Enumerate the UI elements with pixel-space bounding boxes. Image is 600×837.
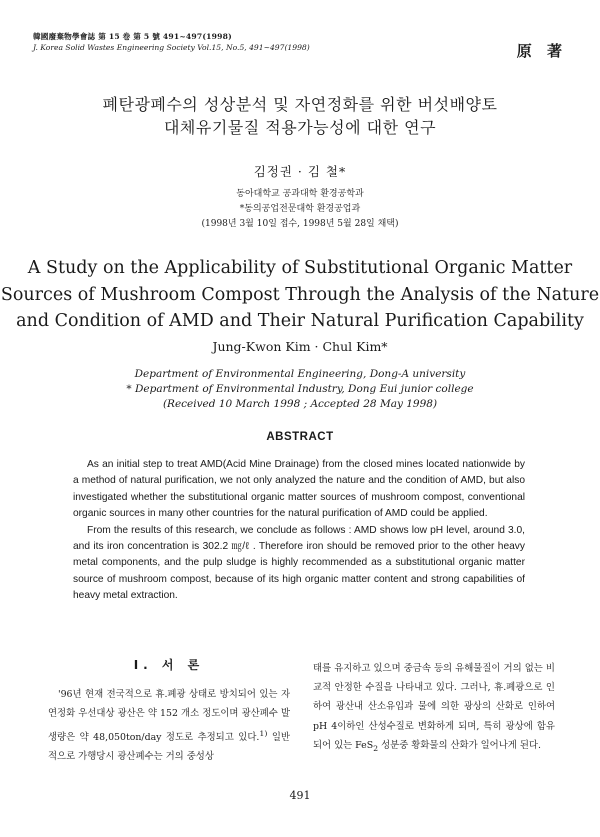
introduction-paragraph [48,685,290,766]
abstract-paragraph: As an initial step to treat AMD(Acid Mine Drainage) from the closed mines located nationwide by a method of natural purification, we not only analyzed the nature and the condition of AMD, but also investigated whether the substitutional organic matter sources of mushroom compost, conventional organic sources in many other countries for the natural purification of AMD could be applied. [73,459,525,520]
chemical-subscript: 2 [373,743,379,753]
english-affiliation-line: Department of Environmental Engineering, Dong-A university [134,368,466,380]
korean-affiliations [0,187,600,232]
english-received-dates: (Received 10 March 1998 ; Accepted 28 May 1998) [162,398,438,410]
article-type-badge: 原 著 [516,42,567,60]
section-heading-introduction: Ⅰ. 서 론 [133,658,205,672]
english-authors: Jung-Kwon Kim · Chul Kim* [212,339,388,354]
english-title-line: and Condition of AMD and Their Natural Purification Capability [16,311,584,331]
right-column-text: 태를 유지하고 있으며 중금속 등의 유해물질이 거의 없는 비교적 안정한 수질을 나타내고 있다. 그러나, 휴.폐광으로 인하여 광산내 산소유입과 물에 의한 광상의 산화로 인하여 pH 4이하인 산성수질로 변화하게 되며, 특히 광상에 함유되어 있는 FeS [313,663,555,751]
korean-authors: 김정권 · 김 철* [253,164,347,179]
abstract-heading: ABSTRACT [266,431,334,443]
introduction-text: '96년 현재 전국적으로 휴.폐광 상태로 방치되어 있는 자연정화 우선대상 광산은 약 152 개소 정도이며 광산폐수 발생량은 약 48,050ton/day 정도로 추정되고 있다. [48,689,290,743]
right-column [313,659,555,758]
journal-name-english: J. Korea Solid Wastes Engineering Society Vol.15, No.5, 491~497(1998) [33,43,310,52]
english-affiliations [0,367,600,412]
korean-affiliation-line: 동아대학교 공과대학 환경공학과 [236,189,364,199]
korean-title-line: 폐탄광폐수의 성상분석 및 자연정화를 위한 버섯배양토 [102,95,498,114]
english-title-line: Sources of Mushroom Compost Through the Analysis of the Nature [0,284,600,305]
journal-name-korean: 韓國廢棄物學會誌 第 15 卷 第 5 號 491~497(1998) [33,32,232,41]
korean-affiliation-line: *동의공업전문대학 환경공업과 [239,204,361,214]
english-affiliation-line: * Department of Environmental Industry, Dong Eui junior college [126,383,474,395]
right-column-text-end: 성분중 황화물의 산화가 일어나게 된다. [378,739,541,751]
abstract-paragraph: From the results of this research, we conclude as follows : AMD shows low pH level, around 3.0, and its iron concentration is 302.2 ㎎/ℓ . Therefore iron should be removed prior to the other heavy metal components, and the pulp sludge is highly recommended as a substitutional organic matter source of mushroom compost, because of its high organic matter content and strong capabilities of heavy metal extraction. [73,524,525,602]
korean-title-line: 대체유기물질 적용가능성에 대한 연구 [163,118,437,137]
korean-received-dates: (1998년 3월 10일 접수, 1998년 5월 28일 채택) [201,219,399,229]
korean-title [0,93,600,139]
introduction-paragraph-continued [313,659,555,758]
english-title [0,255,600,335]
introduction-text-continued: 일반적으로 가행당시 광산폐수는 거의 중성상 [48,731,290,762]
abstract-body [73,457,525,605]
english-title-line: A Study on the Applicability of Substitutional Organic Matter [27,258,573,278]
left-column [48,656,290,766]
page-number: 491 [289,789,311,802]
journal-header [33,31,310,53]
reference-marker: 1) [259,728,268,738]
